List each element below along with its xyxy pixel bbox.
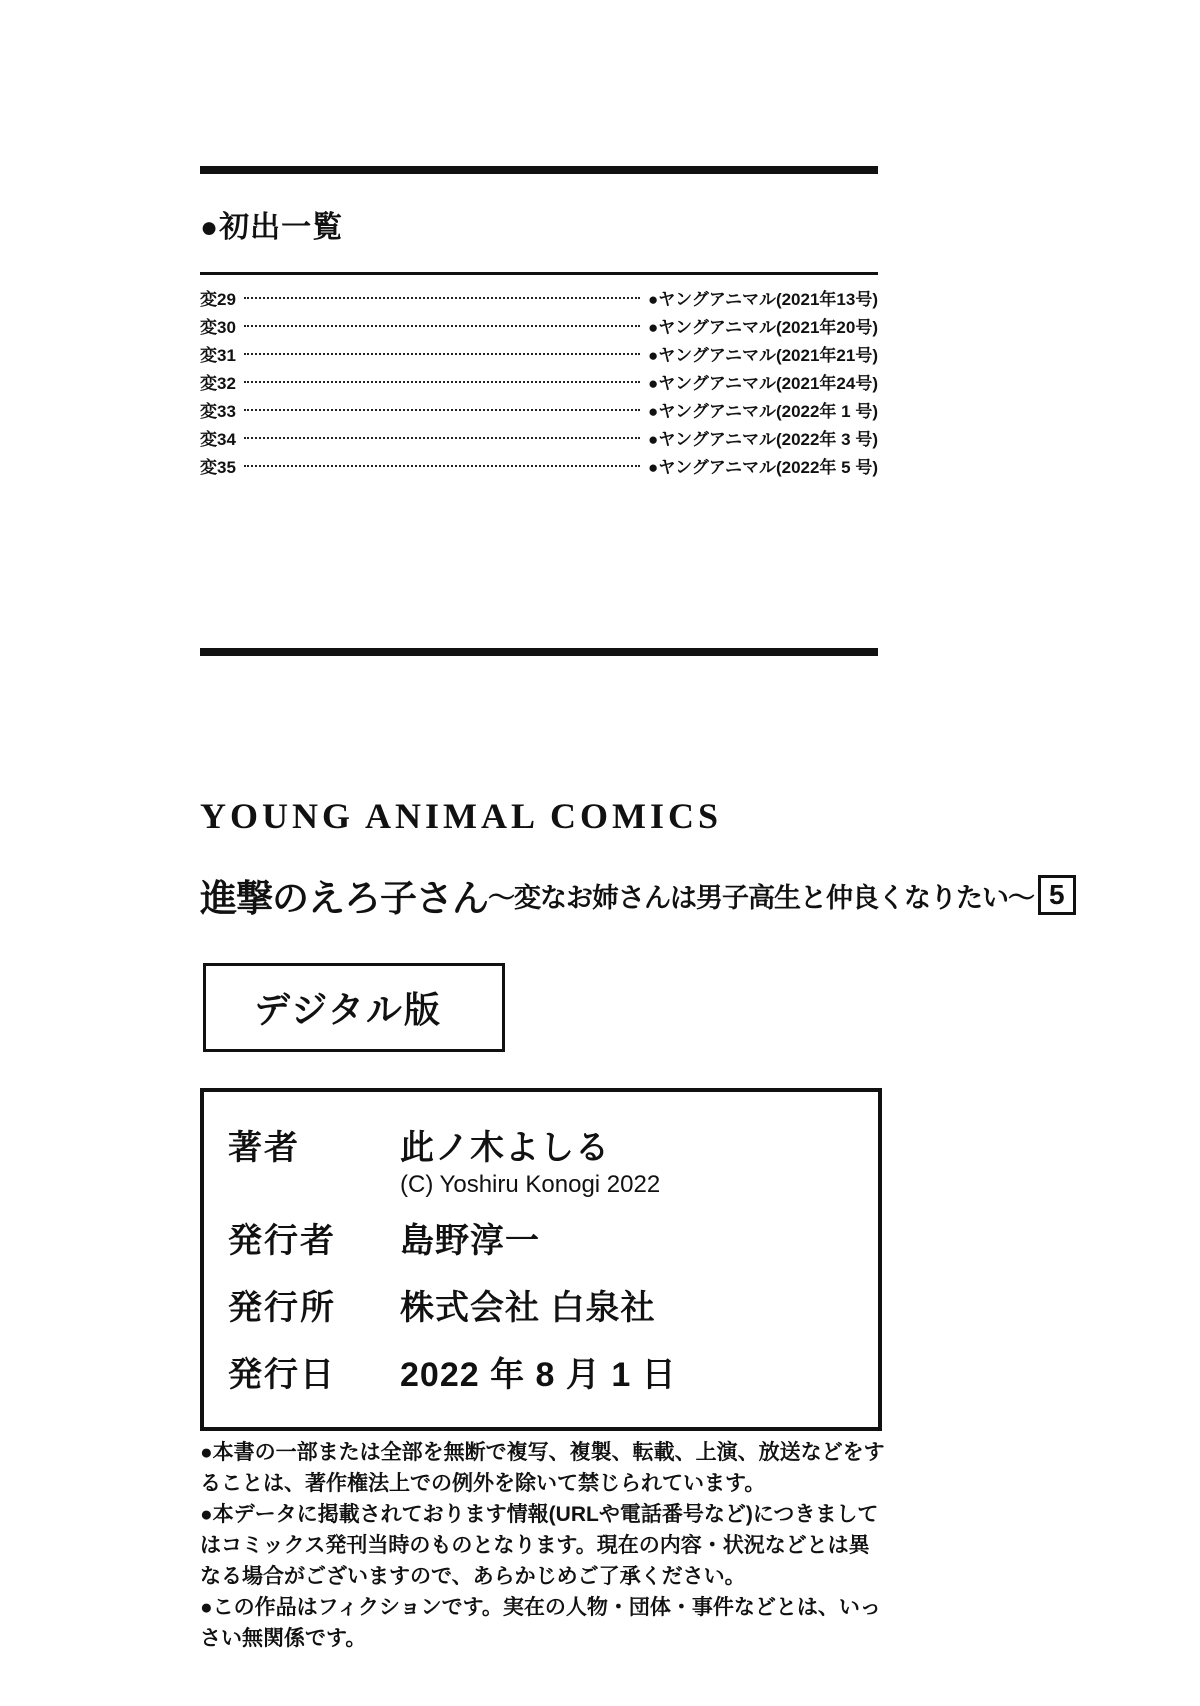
title-subtitle: ～変なお姉さんは男子高生と仲良くなりたい～	[488, 882, 1034, 913]
list-item	[200, 283, 878, 311]
source-label: ●ヤングアニマル(2021年13号)	[648, 289, 878, 309]
chapter-label: 変35	[200, 457, 236, 477]
colophon-row-publisher-person	[228, 1213, 858, 1262]
list-item	[200, 395, 878, 423]
series-name: YOUNG ANIMAL COMICS	[200, 796, 723, 836]
publisher-person-value: 島野淳一	[400, 1222, 540, 1260]
list-item	[200, 311, 878, 339]
publisher-person-label: 発行者	[228, 1222, 336, 1260]
dotted-leader	[244, 371, 640, 383]
publishing-house-value: 株式会社 白泉社	[400, 1289, 656, 1327]
notice-copyright: ●本書の一部または全部を無断で複写、複製、転載、上演、放送などをすることは、著作権法上での例外を除いて禁じられています。	[200, 1441, 885, 1496]
list-item	[200, 339, 878, 367]
first-publication-list	[200, 283, 878, 479]
dotted-leader	[244, 315, 640, 327]
title-main: 進撃のえろ子さん	[200, 878, 488, 919]
heading-underline	[200, 272, 878, 275]
divider-bar	[200, 648, 878, 656]
book-title	[200, 868, 1065, 922]
first-publication-heading: ●初出一覧	[200, 211, 344, 245]
chapter-label: 変32	[200, 373, 236, 393]
copyright-note: (C) Yoshiru Konogi 2022	[400, 1171, 661, 1198]
publication-date-value: 2022 年 8 月 1 日	[400, 1356, 677, 1394]
dotted-leader	[244, 343, 640, 355]
source-label: ●ヤングアニマル(2022年 5 号)	[648, 457, 878, 477]
colophon-row-publication-date	[228, 1347, 858, 1396]
publishing-house-label: 発行所	[228, 1289, 336, 1327]
source-label: ●ヤングアニマル(2021年21号)	[648, 345, 878, 365]
colophon-box	[200, 1088, 882, 1431]
edition-badge: デジタル版	[203, 963, 505, 1052]
dotted-leader	[244, 399, 640, 411]
publication-date-label: 発行日	[228, 1356, 336, 1394]
colophon-row-author	[228, 1120, 858, 1169]
first-publication-section	[200, 166, 878, 479]
author-value: 此ノ木よしる	[400, 1129, 610, 1167]
notice-data-accuracy: ●本データに掲載されております情報(URLや電話番号など)につきましてはコミックス発刊当時のものとなります。現在の内容・状況などとは異なる場合がございますので、あらかじめご了承ください。	[200, 1503, 879, 1589]
volume-number: 5	[1038, 875, 1076, 915]
list-item	[200, 451, 878, 479]
section-divider-bar	[200, 648, 878, 656]
source-label: ●ヤングアニマル(2022年 1 号)	[648, 401, 878, 421]
chapter-label: 変29	[200, 289, 236, 309]
dotted-leader	[244, 427, 640, 439]
colophon-row-publishing-house	[228, 1280, 858, 1329]
dotted-leader	[244, 287, 640, 299]
source-label: ●ヤングアニマル(2022年 3 号)	[648, 429, 878, 449]
chapter-label: 変34	[200, 429, 236, 449]
chapter-label: 変31	[200, 345, 236, 365]
list-item	[200, 367, 878, 395]
dotted-leader	[244, 455, 640, 467]
legal-notices	[200, 1437, 890, 1655]
chapter-label: 変33	[200, 401, 236, 421]
source-label: ●ヤングアニマル(2021年20号)	[648, 317, 878, 337]
section-top-bar	[200, 166, 878, 174]
notice-fiction: ●この作品はフィクションです。実在の人物・団体・事件などとは、いっさい無関係です。	[200, 1596, 881, 1651]
list-item	[200, 423, 878, 451]
source-label: ●ヤングアニマル(2021年24号)	[648, 373, 878, 393]
author-label: 著者	[228, 1129, 300, 1167]
chapter-label: 変30	[200, 317, 236, 337]
